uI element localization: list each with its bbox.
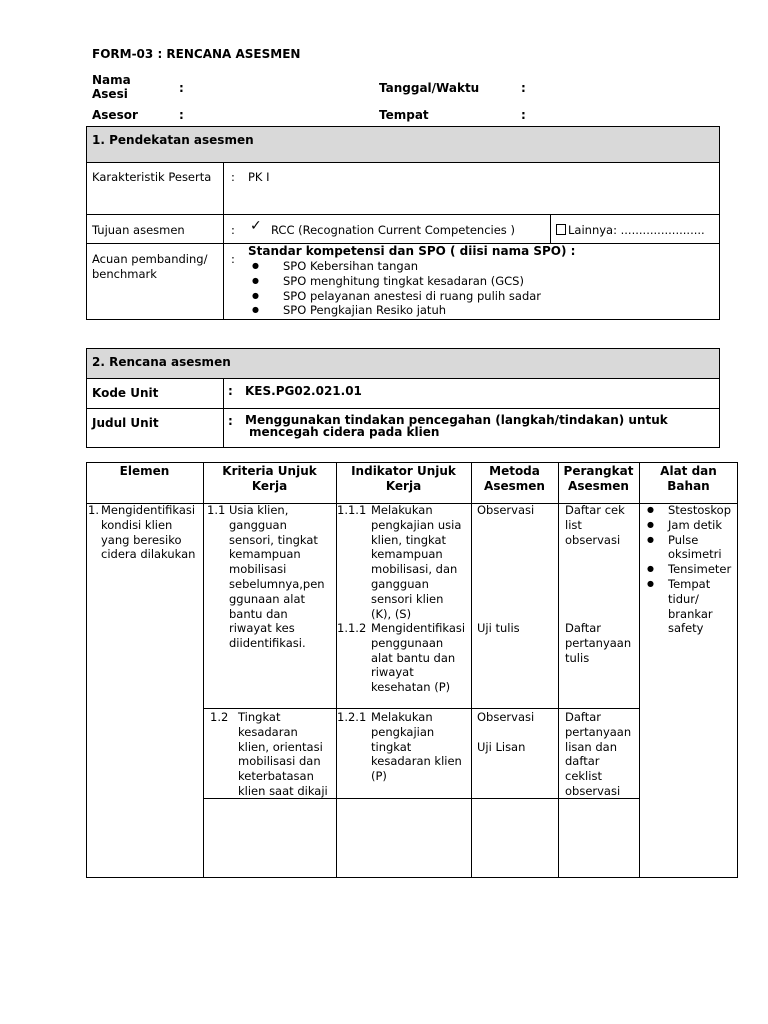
karakteristik-colon: : [231,170,235,184]
header-perangkat: Perangkat Asesmen [563,464,634,493]
tujuan-value: RCC (Recognation Current Competencies ) [271,223,515,237]
spo-list [250,259,541,318]
tanggal-label: Tanggal/Waktu [379,81,480,95]
elemen-number: 1. [88,503,99,517]
kriteria-1-2-number: 1.2 [210,710,229,724]
spo-item: ● SPO Pengkajian Resiko jatuh [250,303,541,318]
elemen-text: Mengidentifikasi kondisi klien yang beresiko cidera dilakukan [101,503,196,562]
metoda-observasi-2: Observasi [477,710,535,724]
standar-title: Standar kompetensi dan SPO ( diisi nama SPO) : [248,244,576,258]
nama-asesi-label: Nama Asesi [92,73,131,101]
kode-unit-label: Kode Unit [92,386,159,400]
perangkat-daftar-pertanyaan: Daftar pertanyaan tulis [565,621,632,665]
lainnya-option: Lainnya: ....................... [556,223,705,238]
alat-item: ● Jam detik [645,518,731,533]
alat-item: ● Tensimeter [645,562,731,577]
metoda-uji-lisan: Uji Lisan [477,740,526,754]
perangkat-daftar-cek: Daftar cek list observasi [565,503,625,547]
spo-item: ● SPO pelayanan anestesi di ruang pulih sadar [250,289,541,304]
karakteristik-label: Karakteristik Peserta [92,170,212,184]
alat-item: ● Pulse oksimetri [645,533,731,563]
indikator-1-1-2-text: Mengidentifikasi penggunaan alat bantu dan riwayat kesehatan (P) [371,621,466,695]
tempat-label: Tempat [379,108,429,122]
judul-unit-label: Judul Unit [92,416,159,430]
metoda-uji-tulis: Uji tulis [477,621,520,635]
metoda-observasi: Observasi [477,503,535,517]
indikator-1-1-1-number: 1.1.1 [337,503,367,517]
alat-item: ● Stestoskop [645,503,731,518]
tujuan-colon: : [231,223,235,237]
alat-list [645,503,731,636]
nama-asesi-colon: : [179,81,184,95]
spo-item: ● SPO Kebersihan tangan [250,259,541,274]
form-title: FORM-03 : RENCANA ASESMEN [92,47,301,61]
kriteria-1-2-text: Tingkat kesadaran klien, orientasi mobilisasi dan keterbatasan klien saat dikaji [238,710,328,798]
header-elemen: Elemen [119,464,170,478]
perangkat-daftar-lisan: Daftar pertanyaan lisan dan daftar ceklist observasi [565,710,632,798]
header-kriteria: Kriteria Unjuk Kerja [222,464,317,493]
section1-title: 1. Pendekatan asesmen [92,133,254,147]
indikator-1-2-1-text: Melakukan pengkajian tingkat kesadaran klien (P) [371,710,462,784]
tempat-colon: : [521,108,526,122]
section2-title: 2. Rencana asesmen [92,355,231,369]
judul-unit-value: Menggunakan tindakan pencegahan (langkah/tindakan) untuk mencegah cidera pada klien [245,413,668,439]
header-indikator: Indikator Unjuk Kerja [351,464,456,493]
kriteria-1-1-number: 1.1 [207,503,226,517]
indikator-1-1-1-text: Melakukan pengkajian usia klien, tingkat kemampuan mobilisasi, dan gangguan sensori klien (K), (S) [371,503,462,621]
kriteria-1-1-text: Usia klien, gangguan sensori, tingkat kemampuan mobilisasi sebelumnya,pen ggunaan alat bantu dan riwayat kes diidentifikasi. [229,503,325,651]
acuan-label: Acuan pembanding/ benchmark [92,252,208,281]
indikator-1-1-2-number: 1.1.2 [337,621,367,635]
kode-unit-colon: : [228,384,233,398]
header-alat: Alat dan Bahan [660,464,717,493]
tujuan-label: Tujuan asesmen [92,223,185,237]
spo-item: ● SPO menghitung tingkat kesadaran (GCS) [250,274,541,289]
judul-unit-colon: : [228,414,233,428]
tanggal-colon: : [521,81,526,95]
karakteristik-value: PK I [248,170,270,184]
alat-item: ● Tempat tidur/ brankar safety [645,577,731,636]
acuan-colon: : [231,252,235,266]
asesor-label: Asesor [92,108,138,122]
check-icon: ✓ [250,218,262,234]
header-metoda: Metoda Asesmen [484,464,545,493]
checkbox-icon [556,224,566,235]
kode-unit-value: KES.PG02.021.01 [245,384,362,398]
asesor-colon: : [179,108,184,122]
indikator-1-2-1-number: 1.2.1 [337,710,367,724]
